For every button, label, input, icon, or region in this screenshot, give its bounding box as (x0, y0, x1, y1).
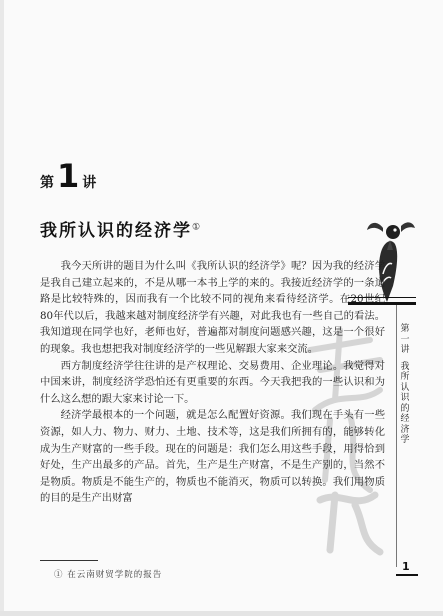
footnote (54, 568, 162, 580)
footnote-marker: ① (54, 570, 64, 580)
side-char: 的 (400, 403, 410, 414)
page-edge-bottom (0, 611, 443, 616)
footnote-rule (40, 560, 98, 561)
side-divider (396, 305, 397, 567)
side-char: 识 (400, 393, 410, 403)
side-char: 我 (400, 361, 410, 372)
paragraph: 我今天所讲的题目为什么叫《我所认识的经济学》呢？因为我的经济学是我自己建立起来的，不是从哪一本书上学的来的。我接近经济学的一条道路是比较特殊的，因而我有一个比较不同的视角来看待经济学。在20世纪80年代以后，我越来越对制度经济学有兴趣，对此我也有一些自己的看法。我知道现在同学也好，老师也好，普遍都对制度问题感兴趣，这是一个很好的现象。我也想把我对制度经济学的一些见解跟大家来交流。 (40, 260, 385, 355)
paragraph: 经济学最根本的一个问题，就是怎么配置好资源。我们现在手头有一些资源，如人力、物力、财力、土地、技术等，这是我们所拥有的，能够转化成为生产财富的一些手段。现在的问题是：我们怎么用这些手段，用得恰到好处，生产出最多的产品。首先，生产是生产财富，不是生产别的，当然不是物质。物质是不能生产的，物质也不能消灭，物质可以转换。我们用物质的目的是生产出财富 (40, 409, 385, 505)
chapter-prefix: 第 (40, 175, 54, 191)
chapter-suffix: 讲 (82, 175, 97, 191)
footnote-text: 在云南财贸学院的报告 (67, 570, 163, 580)
chapter-label (40, 157, 97, 195)
chapter-title (40, 216, 202, 241)
body-text (40, 258, 385, 507)
side-chapter-label (398, 324, 412, 446)
paragraph: 西方制度经济学往往讲的是产权理论、交易费用、企业理论。我觉得对中国来讲，制度经济学恐怕还有更重要的东西。今天我把我的一些认识和为什么这么想的跟大家来讨论一下。 (40, 359, 385, 405)
page-number-rule (396, 574, 418, 576)
side-char: 经 (400, 414, 410, 424)
page-edge-left (0, 0, 4, 616)
side-char: 济 (400, 424, 410, 435)
chapter-number: 1 (57, 157, 80, 195)
side-char: 学 (400, 435, 410, 445)
chapter-title-text: 我所认识的经济学 (40, 221, 192, 241)
side-char: 所 (400, 372, 410, 382)
side-char: 第 (400, 324, 410, 334)
side-char: 认 (400, 382, 410, 393)
title-footnote-marker: ① (192, 222, 203, 233)
side-char: 讲 (400, 345, 410, 355)
page-number: 1 (402, 560, 410, 573)
side-char: 一 (400, 334, 410, 345)
